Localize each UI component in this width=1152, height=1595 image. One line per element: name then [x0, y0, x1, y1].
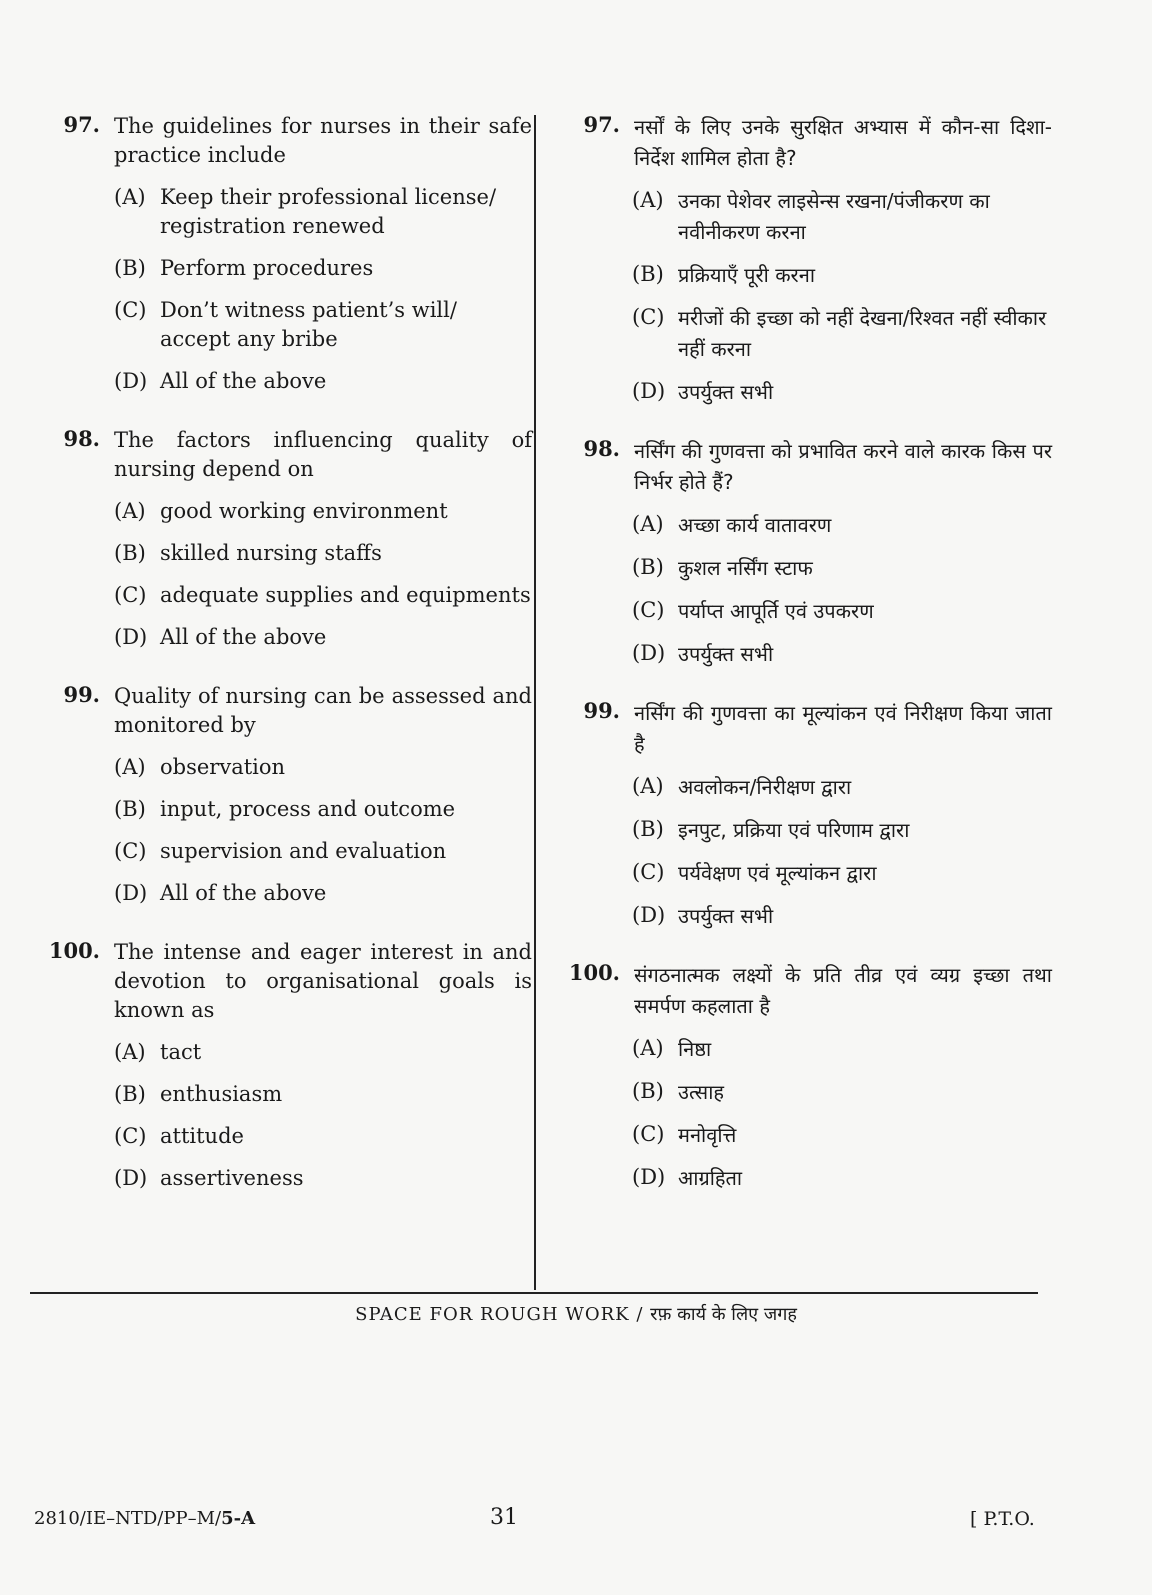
option-a	[632, 510, 1052, 541]
option-label: (D)	[632, 641, 666, 665]
option-a	[114, 497, 532, 526]
option-c	[632, 1120, 1052, 1151]
option-b	[114, 254, 532, 283]
option-label: (D)	[632, 1165, 666, 1189]
option-label: (A)	[114, 185, 146, 209]
option-c	[114, 1122, 532, 1151]
option-a	[114, 1038, 532, 1067]
question-98-hi	[552, 436, 1052, 670]
option-label: (B)	[632, 817, 664, 841]
option-d	[114, 879, 532, 908]
option-label: (B)	[632, 262, 664, 286]
option-c	[632, 596, 1052, 627]
option-text: उपर्युक्त सभी	[678, 642, 774, 666]
rough-work-heading	[0, 1302, 1152, 1326]
column-divider	[534, 115, 536, 1290]
option-label: (D)	[632, 379, 666, 403]
option-b	[114, 1080, 532, 1109]
option-d	[632, 901, 1052, 932]
question-97-hi	[552, 112, 1052, 408]
page-number: 31	[490, 1505, 518, 1530]
question-97-en	[32, 112, 532, 396]
option-label: (B)	[114, 256, 146, 280]
question-number: 98.	[583, 436, 620, 461]
pto-label: [ P.T.O.	[970, 1508, 1035, 1530]
option-label: (A)	[114, 755, 146, 779]
option-d	[632, 1163, 1052, 1194]
option-text: अवलोकन/निरीक्षण द्वारा	[678, 775, 852, 799]
option-label: (B)	[114, 797, 146, 821]
option-label: (C)	[114, 1124, 147, 1148]
option-label: (B)	[632, 1079, 664, 1103]
option-d	[114, 367, 532, 396]
question-text: The intense and eager interest in and devotion to organisational goals is known as	[114, 940, 532, 1022]
question-text: The factors influencing quality of nursing depend on	[114, 428, 532, 481]
option-b	[632, 260, 1052, 291]
option-a	[632, 1034, 1052, 1065]
question-number: 98.	[63, 426, 100, 451]
option-label: (A)	[114, 1040, 146, 1064]
option-a	[632, 186, 1052, 248]
option-text: Keep their professional license/ registration renewed	[160, 185, 497, 238]
option-text: supervision and evaluation	[160, 839, 447, 863]
option-b	[632, 815, 1052, 846]
option-b	[114, 539, 532, 568]
option-text: tact	[160, 1040, 202, 1064]
option-text: कुशल नर्सिंग स्टाफ	[678, 556, 813, 580]
option-d	[114, 1164, 532, 1193]
option-d	[632, 377, 1052, 408]
option-text: All of the above	[160, 369, 327, 393]
question-100-hi	[552, 960, 1052, 1194]
question-number: 100.	[568, 960, 620, 985]
option-label: (A)	[632, 512, 664, 536]
option-text: input, process and outcome	[160, 797, 456, 821]
option-text: All of the above	[160, 881, 327, 905]
option-a	[114, 753, 532, 782]
option-label: (B)	[114, 1082, 146, 1106]
option-label: (D)	[114, 1166, 148, 1190]
option-label: (A)	[632, 1036, 664, 1060]
question-text: Quality of nursing can be assessed and monitored by	[114, 684, 532, 737]
question-text: संगठनात्मक लक्ष्यों के प्रति तीव्र एवं व्यग्र इच्छा तथा समर्पण कहलाता है	[634, 963, 1052, 1018]
rough-work-divider	[30, 1292, 1038, 1294]
option-text: आग्रहिता	[678, 1166, 743, 1190]
option-label: (C)	[114, 583, 147, 607]
option-text: मरीजों की इच्छा को नहीं देखना/रिश्वत नहीं स्वीकार नहीं करना	[678, 306, 1047, 361]
option-text: Perform procedures	[160, 256, 374, 280]
option-c	[632, 858, 1052, 889]
option-text: assertiveness	[160, 1166, 304, 1190]
question-number: 99.	[583, 698, 620, 723]
paper-code-prefix: 2810/IE–NTD/PP–M/	[34, 1508, 222, 1529]
question-99-hi	[552, 698, 1052, 932]
option-label: (B)	[632, 555, 664, 579]
option-label: (C)	[632, 860, 665, 884]
option-text: adequate supplies and equipments	[160, 583, 531, 607]
option-text: इनपुट, प्रक्रिया एवं परिणाम द्वारा	[678, 818, 910, 842]
option-c	[114, 296, 532, 354]
question-text: नर्सों के लिए उनके सुरक्षित अभ्यास में कौन-सा दिशा-निर्देश शामिल होता है?	[634, 115, 1052, 170]
option-label: (A)	[114, 499, 146, 523]
question-98-en	[32, 426, 532, 652]
option-c	[632, 303, 1052, 365]
option-label: (D)	[114, 369, 148, 393]
option-text: उपर्युक्त सभी	[678, 904, 774, 928]
question-text: नर्सिंग की गुणवत्ता का मूल्यांकन एवं निरीक्षण किया जाता है	[634, 701, 1052, 756]
option-text: attitude	[160, 1124, 244, 1148]
question-text: The guidelines for nurses in their safe practice include	[114, 114, 532, 167]
question-number: 100.	[48, 938, 100, 963]
question-text: नर्सिंग की गुणवत्ता को प्रभावित करने वाले कारक किस पर निर्भर होते हैं?	[634, 439, 1052, 494]
hindi-column	[552, 112, 1052, 1214]
option-label: (C)	[114, 839, 147, 863]
option-b	[114, 795, 532, 824]
option-text: अच्छा कार्य वातावरण	[678, 513, 832, 537]
question-99-en	[32, 682, 532, 908]
option-label: (D)	[632, 903, 666, 927]
option-label: (B)	[114, 541, 146, 565]
option-text: उपर्युक्त सभी	[678, 380, 774, 404]
option-a	[632, 772, 1052, 803]
question-100-en	[32, 938, 532, 1193]
question-number: 99.	[63, 682, 100, 707]
option-label: (C)	[632, 305, 665, 329]
option-label: (C)	[632, 598, 665, 622]
option-text: enthusiasm	[160, 1082, 283, 1106]
rough-work-english: SPACE FOR ROUGH WORK	[355, 1304, 630, 1325]
option-text: पर्याप्त आपूर्ति एवं उपकरण	[678, 599, 874, 623]
option-text: पर्यवेक्षण एवं मूल्यांकन द्वारा	[678, 861, 877, 885]
option-b	[632, 1077, 1052, 1108]
option-text: All of the above	[160, 625, 327, 649]
option-text: good working environment	[160, 499, 448, 523]
option-text: निष्ठा	[678, 1037, 712, 1061]
option-text: प्रक्रियाएँ पूरी करना	[678, 263, 816, 287]
option-text: observation	[160, 755, 286, 779]
option-label: (A)	[632, 774, 664, 798]
option-text: Don’t witness patient’s will/ accept any bribe	[160, 298, 457, 351]
rough-work-separator: /	[636, 1304, 644, 1325]
question-number: 97.	[63, 112, 100, 137]
option-label: (C)	[632, 1122, 665, 1146]
option-text: उत्साह	[678, 1080, 724, 1104]
option-b	[632, 553, 1052, 584]
rough-work-hindi: रफ़ कार्य के लिए जगह	[650, 1304, 797, 1325]
english-column	[32, 112, 532, 1213]
option-label: (C)	[114, 298, 147, 322]
option-d	[114, 623, 532, 652]
paper-code	[34, 1508, 255, 1529]
question-number: 97.	[583, 112, 620, 137]
option-label: (A)	[632, 188, 664, 212]
option-a	[114, 183, 532, 241]
option-c	[114, 837, 532, 866]
option-c	[114, 581, 532, 610]
option-label: (D)	[114, 881, 148, 905]
option-label: (D)	[114, 625, 148, 649]
option-text: मनोवृत्ति	[678, 1123, 737, 1147]
option-text: उनका पेशेवर लाइसेन्स रखना/पंजीकरण का नवीनीकरण करना	[678, 189, 990, 244]
option-text: skilled nursing staffs	[160, 541, 382, 565]
option-d	[632, 639, 1052, 670]
paper-code-set: 5-A	[221, 1508, 256, 1529]
